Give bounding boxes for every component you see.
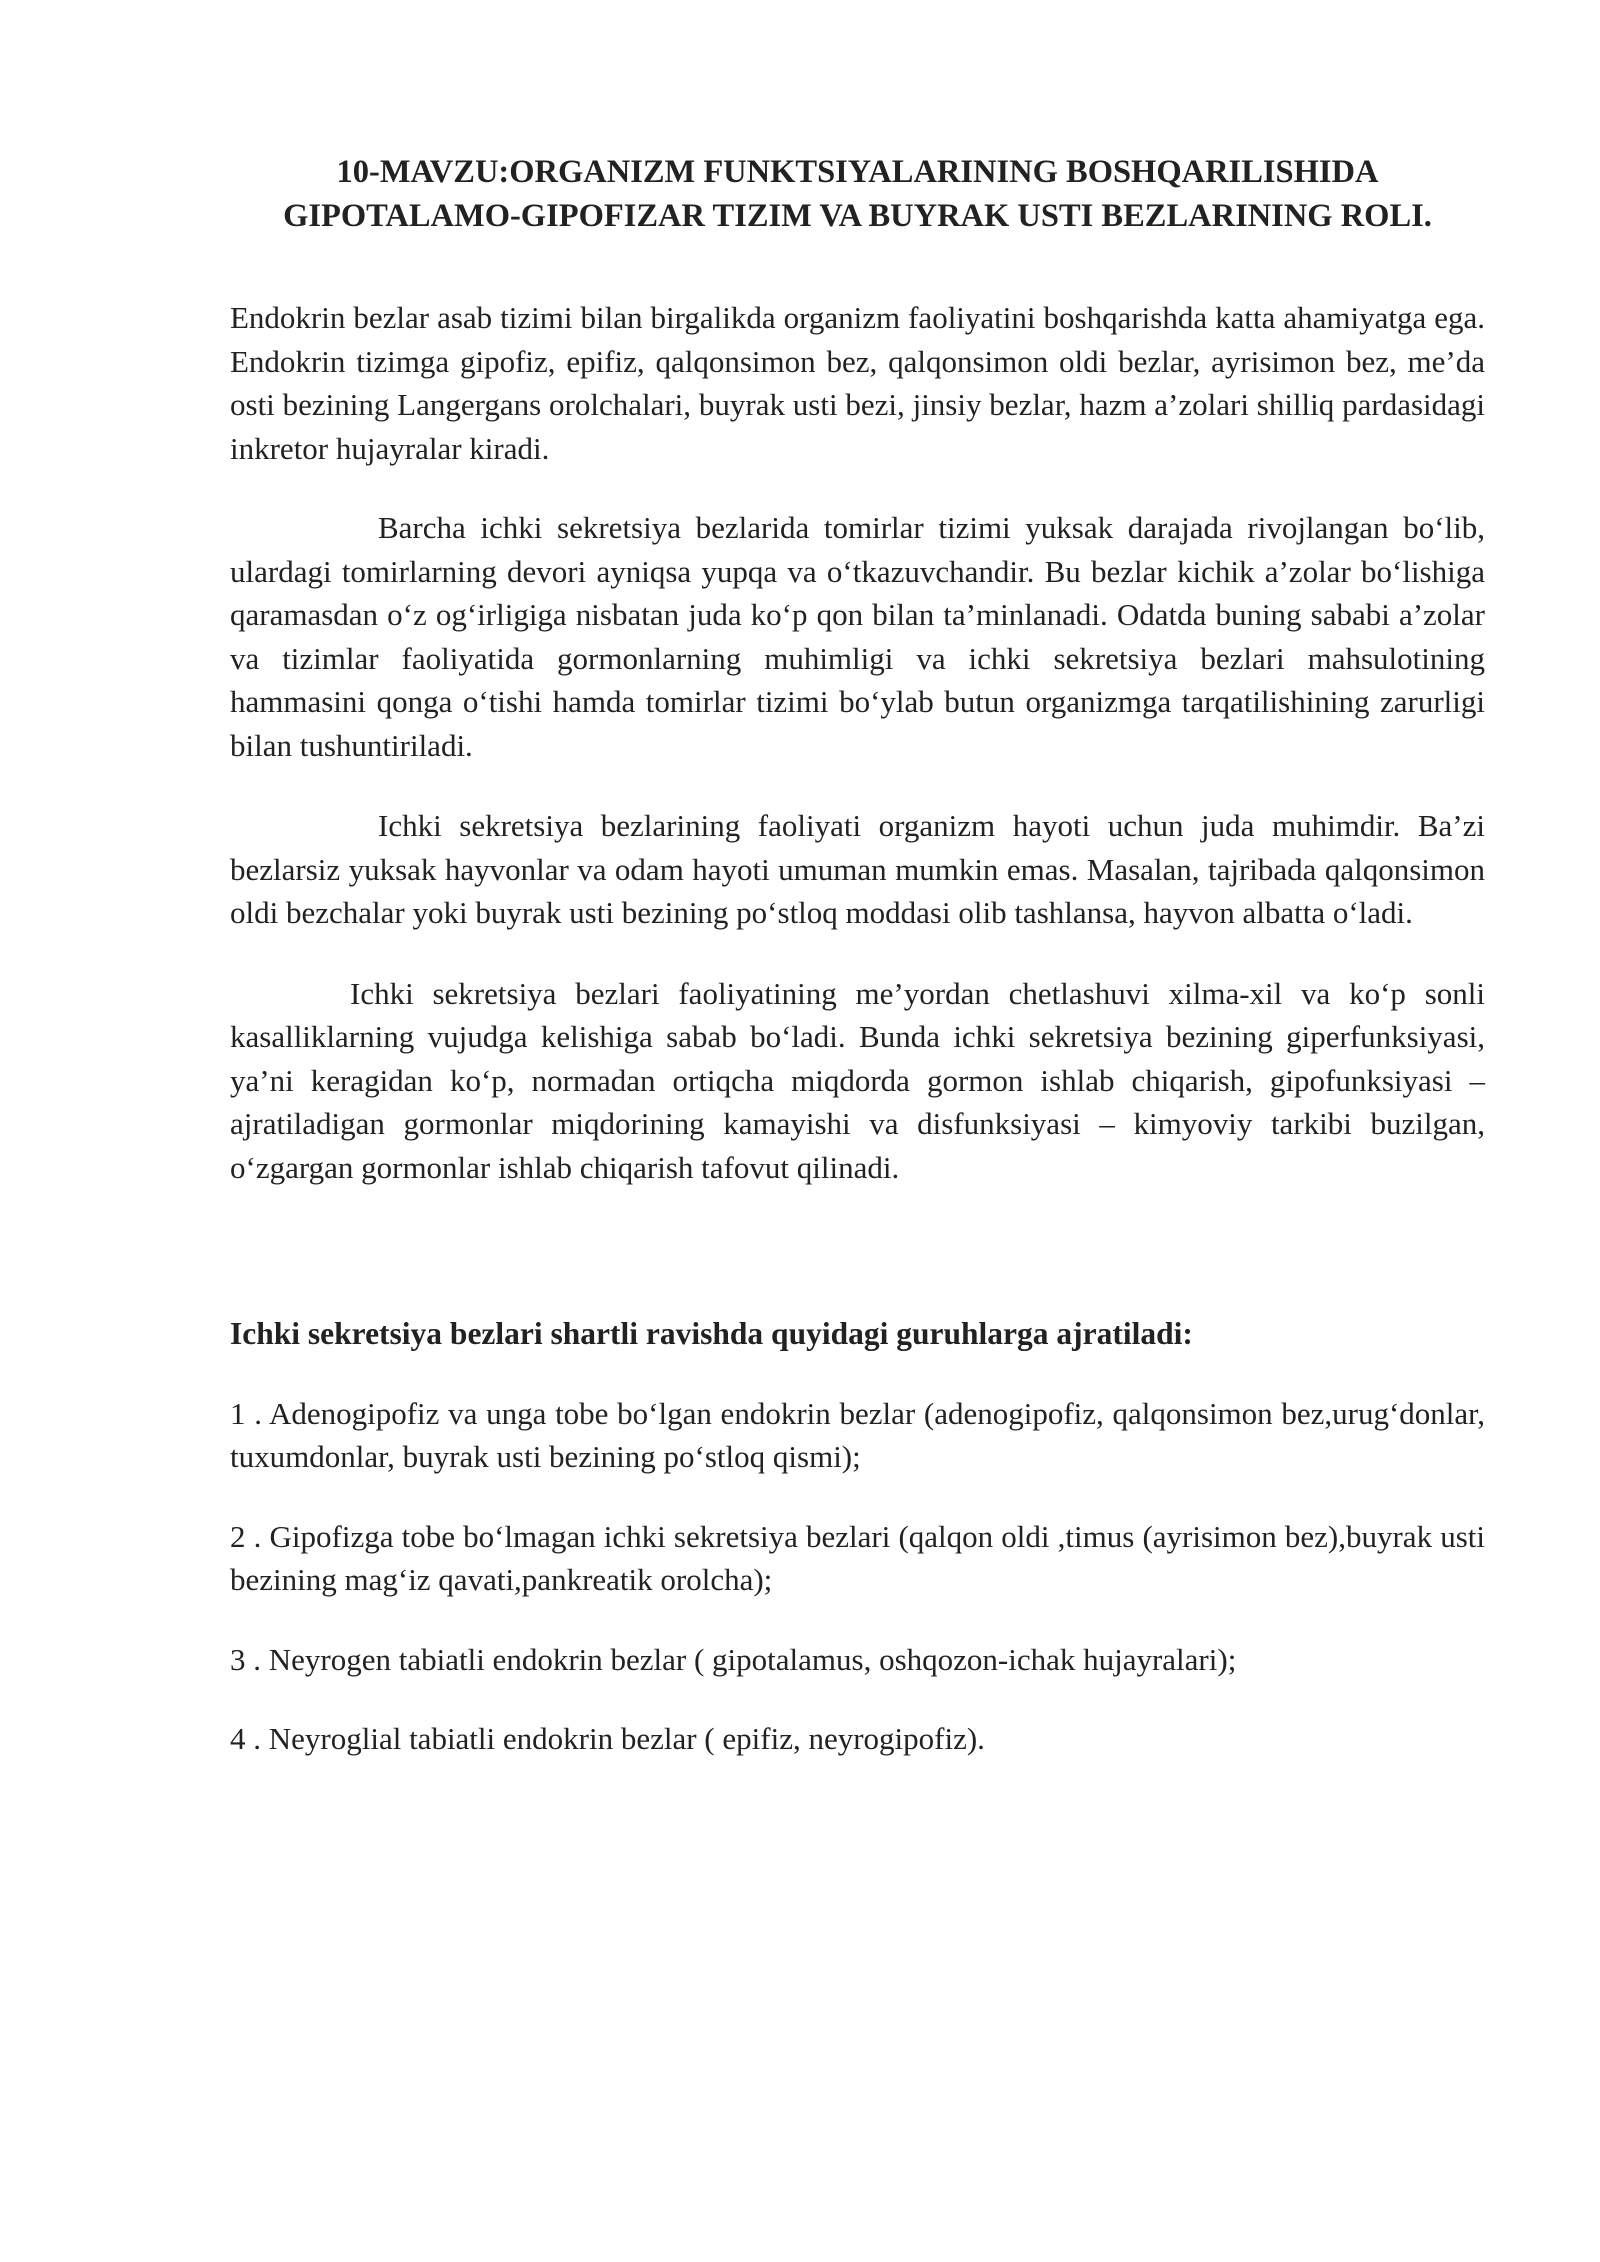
paragraph-endocrine-intro: Endokrin bezlar asab tizimi bilan birgalikda organizm faoliyatini boshqarishda katta ahamiyatga ega. Endokrin tizimga gipofiz, epifiz, qalqonsimon bez, qalqonsimon oldi bezlar, ayrisimon bez, me’da osti bezining Langergans orolchalari, buyrak usti bezi, jinsiy bezlar, hazm a’zolari shilliq pardasidagi inkretor hujayralar kiradi. xyxy=(230,300,1485,466)
groups-list xyxy=(230,1392,1485,1761)
paragraph-disorders: Ichki sekretsiya bezlari faoliyatining me’yordan chetlashuvi xilma-xil va ko‘p sonli kasalliklarning vujudga kelishiga sabab bo‘ladi. Bunda ichki sekretsiya bezining giperfunksiyasi, ya’ni keragidan ko‘p, normadan ortiqcha miqdorda gormon ishlab chiqarish, gipofunksiyasi – ajratiladigan gormonlar miqdorining kamayishi va disfunksiyasi – kimyoviy tarkibi buzilgan, o‘zgargan gormonlar ishlab chiqarish tafovut qilinadi. xyxy=(230,975,1485,1185)
document-title: 10-MAVZU:ORGANIZM FUNKTSIYALARINING BOSHQARILISHIDA GIPOTALAMO-GIPOFIZAR TIZIM VA BUYRAK USTI BEZLARINING ROLI. xyxy=(283,154,1432,234)
list-item: 3 . Neyrogen tabiatli endokrin bezlar ( gipotalamus, oshqozon-ichak hujayralari); xyxy=(230,1641,1237,1677)
paragraph-importance: Ichki sekretsiya bezlarining faoliyati organizm hayoti uchun juda muhimdir. Ba’zi bezlarsiz yuksak hayvonlar va odam hayoti umuman mumkin emas. Masalan, tajribada qalqonsimon oldi bezchalar yoki buyrak usti bezining po‘stloq moddasi olib tashlansa, hayvon albatta o‘ladi. xyxy=(230,808,1485,930)
list-item: 4 . Neyroglial tabiatli endokrin bezlar ( epifiz, neyrogipofiz). xyxy=(230,1721,985,1756)
list-item: 2 . Gipofizga tobe bo‘lmagan ichki sekretsiya bezlari (qalqon oldi ,timus (ayrisimon bez),buyrak usti bezining mag‘iz qavati,pankreatik orolcha); xyxy=(230,1518,1485,1597)
paragraph-blood-supply: Barcha ichki sekretsiya bezlarida tomirlar tizimi yuksak darajada rivojlangan bo‘lib, ulardagi tomirlarning devori ayniqsa yupqa va o‘tkazuvchandir. Bu bezlar kichik a’zolar bo‘lishiga qaramasdan o‘z og‘irligiga nisbatan juda ko‘p qon bilan ta’minlanadi. Odatda buning sababi a’zolar va tizimlar faoliyatida gormonlarning muhimligi va ichki sekretsiya bezlari mahsulotining hammasini qonga o‘tishi hamda tomirlar tizimi bo‘ylab butun organizmga tarqatilishining zarurligi bilan tushuntiriladi. xyxy=(230,510,1485,763)
groups-subheading: Ichki sekretsiya bezlari shartli ravishda quyidagi guruhlarga ajratiladi: xyxy=(230,1316,1193,1351)
document-page xyxy=(230,150,1485,1797)
list-item: 1 . Adenogipofiz va unga tobe bo‘lgan endokrin bezlar (adenogipofiz, qalqonsimon bez,urug‘donlar, tuxumdonlar, buyrak usti bezining po‘stloq qismi); xyxy=(230,1395,1485,1474)
